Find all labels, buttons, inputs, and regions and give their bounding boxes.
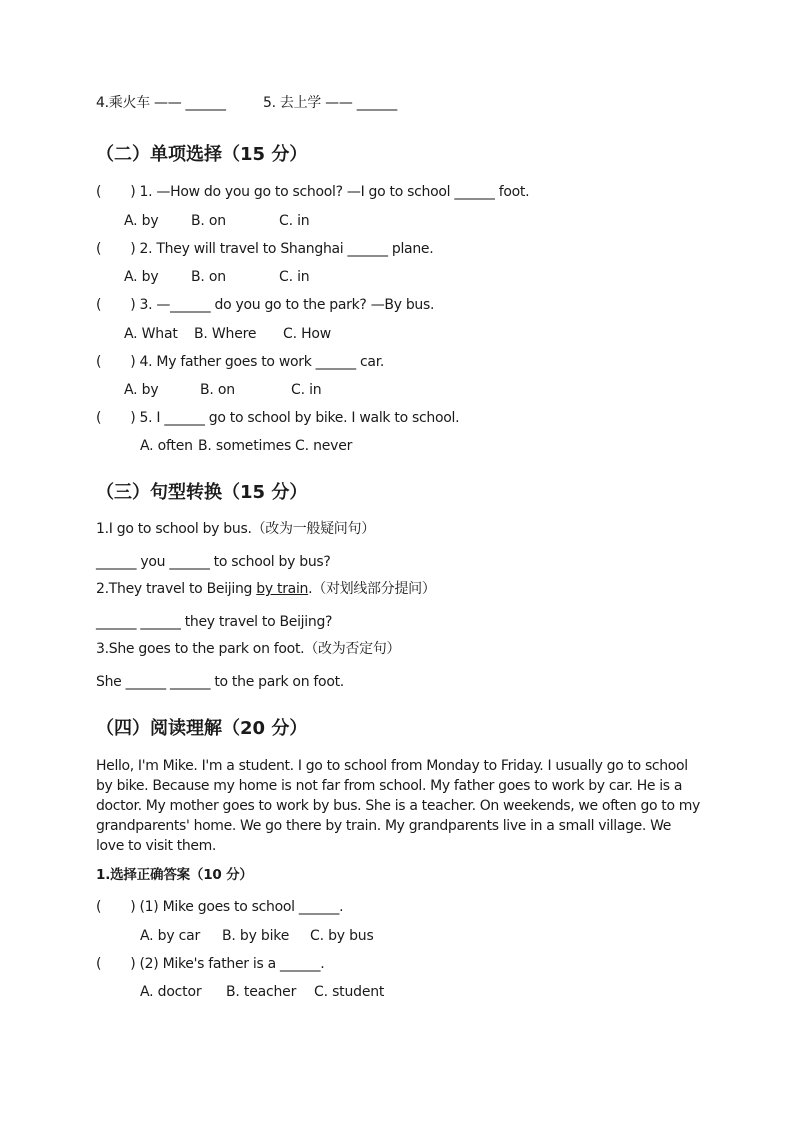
reading-passage: Hello, I'm Mike. I'm a student. I go to school from Monday to Friday. I usually go to school by bike. Because my home is not far from school. My father goes to work by car. He is a doctor. My mother goes to work by bus. She is a teacher. On weekends, we often go to my grandparents' home. We go there by train. My grandparents live in a small village. We love to visit them. <box>96 758 700 854</box>
transform-sentence-2 <box>96 580 436 598</box>
mc-q2-option-c: C. in <box>279 269 310 285</box>
reading-q2-option-c: C. student <box>314 984 385 1000</box>
reading-q2-option-a: A. doctor <box>140 984 202 1000</box>
item-5-school: 5. 去上学 —— ______ <box>263 95 397 111</box>
underlined-phrase: by train <box>256 581 309 597</box>
mc-q1-option-b: B. on <box>191 213 226 229</box>
mc-question-2: ( ) 2. They will travel to Shanghai ______ plane. <box>96 241 434 257</box>
reading-q1-option-b: B. by bike <box>222 928 290 944</box>
reading-q2-option-b: B. teacher <box>226 984 297 1000</box>
part2-heading: （二）单项选择（15 分） <box>96 144 308 165</box>
transform-s2-text: 2.They travel to Beijing <box>96 581 257 597</box>
part3-heading: （三）句型转换（15 分） <box>96 482 308 503</box>
reading-question-1: ( ) (1) Mike goes to school ______. <box>96 899 344 915</box>
transform-answer-2: ______ ______ they travel to Beijing? <box>96 614 333 630</box>
mc-question-4: ( ) 4. My father goes to work ______ car. <box>96 354 385 370</box>
transform-sentence-1: 1.I go to school by bus.（改为一般疑问句） <box>96 521 375 537</box>
reading-subsection-1: 1.选择正确答案（10 分） <box>96 867 253 883</box>
mc-q1-option-a: A. by <box>124 213 159 229</box>
mc-question-5: ( ) 5. I ______ go to school by bike. I walk to school. <box>96 410 460 426</box>
mc-question-3: ( ) 3. —______ do you go to the park? —By bus. <box>96 297 435 313</box>
reading-q1-option-c: C. by bus <box>310 928 374 944</box>
mc-question-1: ( ) 1. —How do you go to school? —I go to school ______ foot. <box>96 184 530 200</box>
mc-q1-option-c: C. in <box>279 213 310 229</box>
mc-q3-option-b: B. Where <box>194 326 257 342</box>
mc-q4-option-a: A. by <box>124 382 159 398</box>
mc-q5-option-b: B. sometimes <box>198 438 292 454</box>
mc-q3-option-c: C. How <box>283 326 332 342</box>
transform-sentence-3: 3.She goes to the park on foot.（改为否定句） <box>96 641 401 657</box>
mc-q4-option-b: B. on <box>200 382 235 398</box>
mc-q3-option-a: A. What <box>124 326 178 342</box>
part4-heading: （四）阅读理解（20 分） <box>96 718 308 739</box>
mc-q5-option-a: A. often <box>140 438 193 454</box>
mc-q5-option-c: C. never <box>295 438 353 454</box>
mc-q2-option-a: A. by <box>124 269 159 285</box>
transform-answer-1: ______ you ______ to school by bus? <box>96 554 331 570</box>
mc-q2-option-b: B. on <box>191 269 226 285</box>
item-4-train: 4.乘火车 —— ______ <box>96 95 226 111</box>
transform-s2-instruction: .（对划线部分提问） <box>308 581 436 597</box>
transform-answer-3: She ______ ______ to the park on foot. <box>96 674 344 690</box>
reading-q1-option-a: A. by car <box>140 928 201 944</box>
mc-q4-option-c: C. in <box>291 382 322 398</box>
reading-question-2: ( ) (2) Mike's father is a ______. <box>96 956 325 972</box>
